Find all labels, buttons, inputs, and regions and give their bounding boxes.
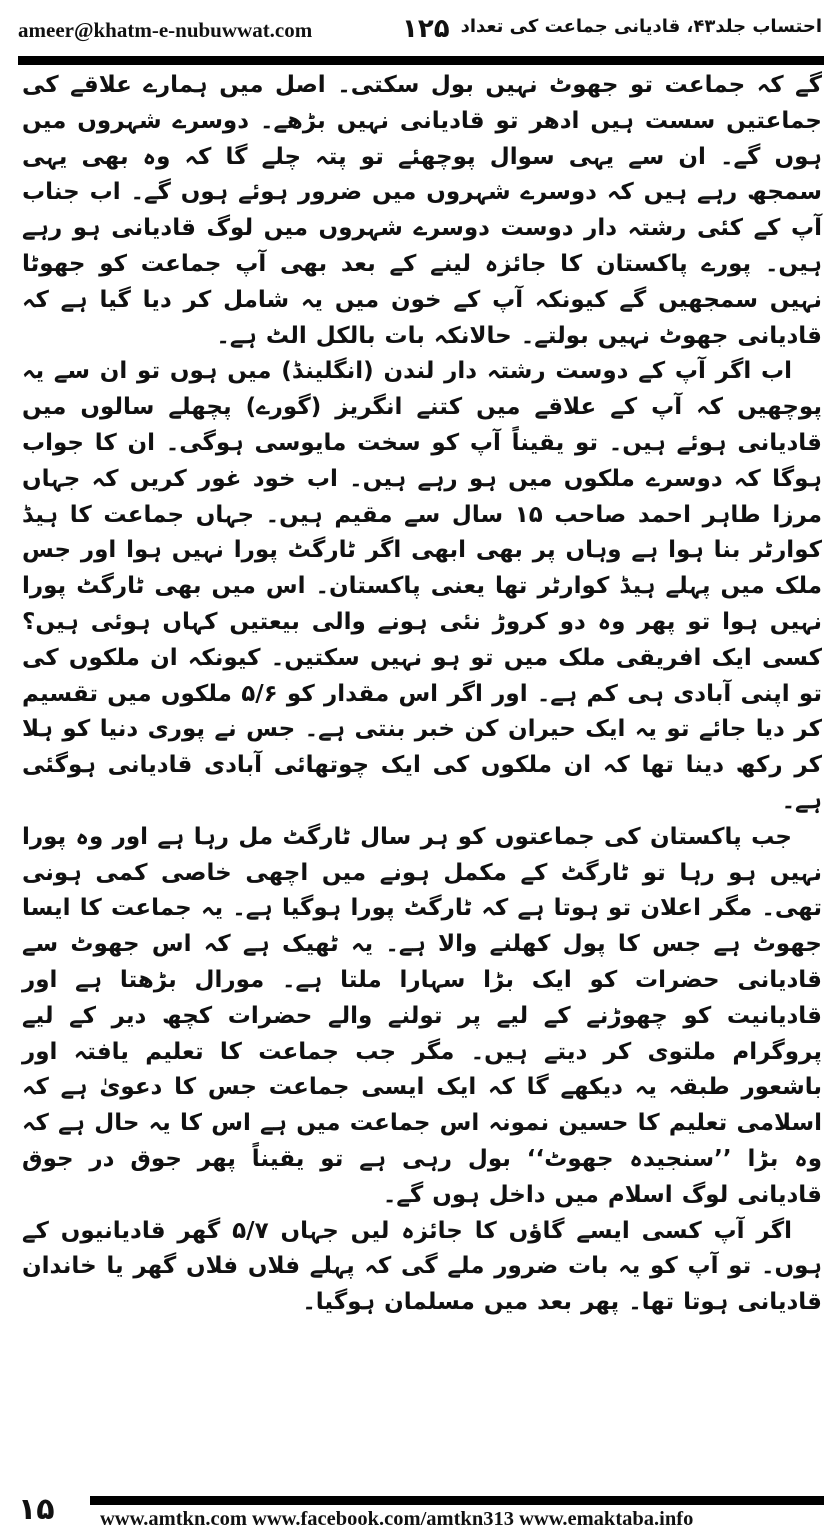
footer-links: www.amtkn.com www.facebook.com/amtkn313 www.emaktaba.info bbox=[100, 1508, 694, 1530]
paragraph-4: اگر آپ کسی ایسے گاؤں کا جائزہ لیں جہاں ۵/۷ گھر قادیانیوں کے ہوں۔ تو آپ کو یہ بات ضرور ملے گی کہ پہلے فلاں فلاں گھر یا خاندان قادیانی ہوتا تھا۔ پھر بعد میں مسلمان ہوگیا۔ bbox=[22, 1217, 822, 1316]
page-header bbox=[18, 14, 822, 50]
header-rule bbox=[18, 56, 824, 65]
header-page-number: ۱۲۵ bbox=[402, 14, 450, 44]
running-title: احتساب جلد۴۳، قادیانی جماعت کی تعداد bbox=[460, 16, 822, 37]
header-email: ameer@khatm-e-nubuwwat.com bbox=[18, 18, 313, 42]
paragraph-1: گے کہ جماعت تو جھوٹ نہیں بول سکتی۔ اصل میں ہمارے علاقے کی جماعتیں سست ہیں ادھر تو قادیانی نہیں بڑھے۔ دوسرے شہروں میں ہوں گے۔ ان سے یہی سوال پوچھئے تو پتہ چلے گا کہ وہ بھی یہی سمجھ رہے ہیں کہ دوسرے شہروں میں ضرور ہوئے ہوں گے۔ اب جناب آپ کے کئی رشتہ دار دوست دوسرے شہروں میں لوگ قادیانی ہو رہے ہیں۔ پورے پاکستان کا جائزہ لینے کے بعد بھی آپ جماعت کو جھوٹا نہیں سمجھیں گے کیونکہ آپ کے خون میں یہ شامل کر دیا گیا ہے کہ قادیانی جھوٹ نہیں بولتے۔ حالانکہ بات بالکل الٹ ہے۔ bbox=[22, 72, 822, 349]
footer-page-number: ۱۵ bbox=[18, 1492, 55, 1527]
page-body bbox=[22, 68, 822, 1321]
paragraph-3: جب پاکستان کی جماعتوں کو ہر سال ٹارگٹ مل رہا ہے اور وہ پورا نہیں ہو رہا تو ٹارگٹ کے مکمل ہونے میں اچھی خاصی کمی ہونی تھی۔ مگر اعلان تو ہوتا ہے کہ ٹارگٹ پورا ہوگیا ہے۔ یہ جماعت کا ایسا جھوٹ ہے جس کا پول کھلنے والا ہے۔ یہ ٹھیک ہے کہ اس جھوٹ سے قادیانی حضرات کو ایک بڑا سہارا ملتا ہے۔ مورال بڑھتا ہے اور قادیانیت کو چھوڑنے کے لیے پر تولنے والے حضرات کچھ دیر کے لیے پروگرام ملتوی کر دیتے ہیں۔ مگر جب جماعت کا تعلیم یافتہ اور باشعور طبقہ یہ دیکھے گا کہ ایک ایسی جماعت جس کا دعویٰ ہے کہ اسلامی تعلیم کا حسین نمونہ اس جماعت میں ہے اس کا یہ حال ہے کہ وہ بڑا ’’سنجیدہ جھوٹ‘‘ بول رہی ہے تو یقیناً پھر جوق در جوق قادیانی لوگ اسلام میں داخل ہوں گے۔ bbox=[22, 823, 822, 1208]
footer-rule bbox=[90, 1496, 824, 1505]
footer-page-number-box bbox=[18, 1490, 80, 1532]
paragraph-2: اب اگر آپ کے دوست رشتہ دار لندن (انگلینڈ) میں ہوں تو ان سے یہ پوچھیں کہ آپ کے علاقے میں کتنے انگریز (گورے) پچھلے سالوں میں قادیانی ہوئے ہیں۔ تو یقیناً آپ کو سخت مایوسی ہوگی۔ ان کا جواب ہوگا کہ دوسرے ملکوں میں ہو رہے ہیں۔ اب خود غور کریں کہ جہاں مرزا طاہر احمد صاحب ۱۵ سال سے مقیم ہیں۔ جہاں جماعت کا ہیڈ کوارٹر بنا ہوا ہے وہاں پر بھی ابھی اگر ٹارگٹ پورا نہیں ہوا اور جس ملک میں پہلے ہیڈ کوارٹر تھا یعنی پاکستان۔ اس میں بھی ٹارگٹ پورا نہیں ہوا تو پھر وہ دو کروڑ نئی ہونے والی بیعتیں کہاں ہوئی ہیں؟ کسی ایک افریقی ملک میں تو ہو نہیں سکتیں۔ کیونکہ ان ملکوں کی تو اپنی آبادی ہی کم ہے۔ اور اگر اس مقدار کو ۵/۶ ملکوں میں تقسیم کر دیا جائے تو یہ ایک حیران کن خبر بنتی ہے۔ جس نے پوری دنیا کو ہلا کر رکھ دینا تھا کہ ان ملکوں کی ایک چوتھائی آبادی قادیانی ہوگئی ہے۔ bbox=[22, 358, 822, 814]
